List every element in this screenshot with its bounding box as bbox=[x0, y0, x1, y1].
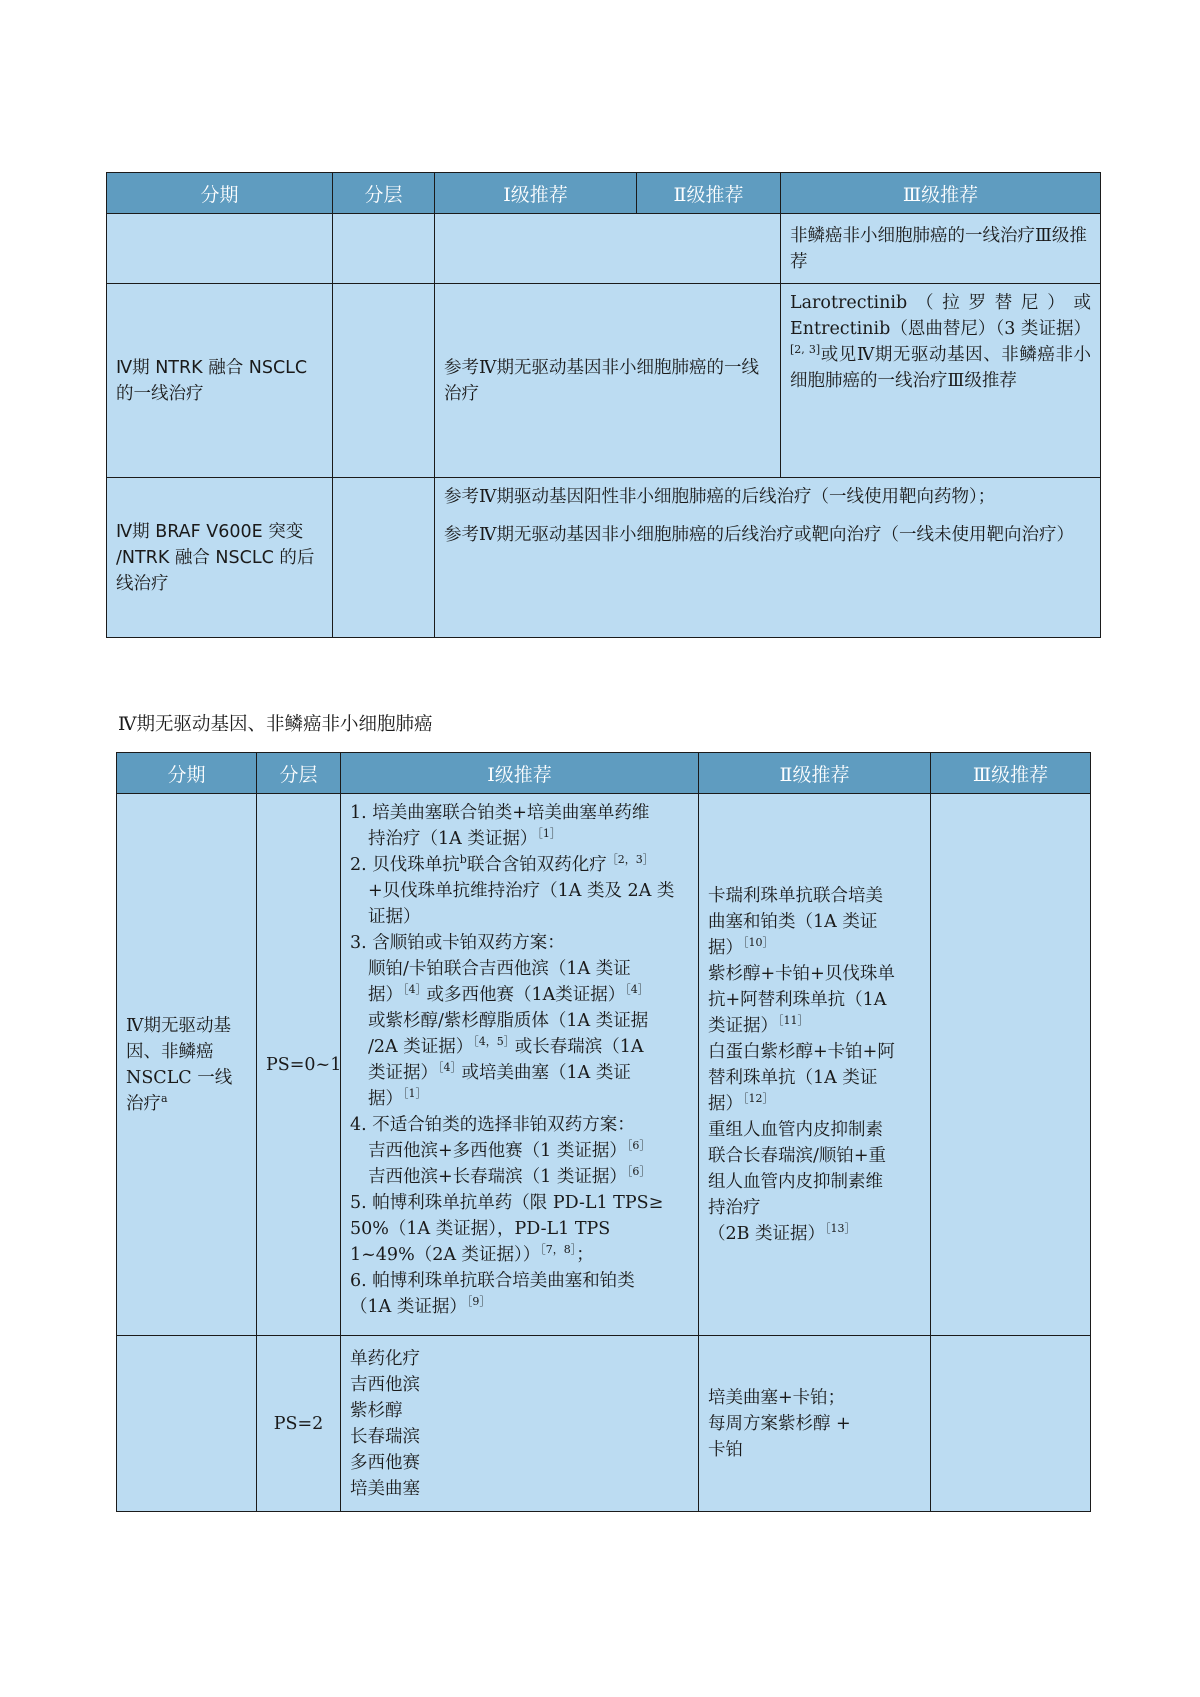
recommendation-line bbox=[708, 1169, 921, 1195]
reference-marker: ［4］ bbox=[403, 983, 427, 997]
recommendation-line bbox=[708, 1195, 921, 1221]
recommendation-line bbox=[350, 956, 689, 982]
cell-recommendations bbox=[435, 478, 1101, 638]
line-text: 曲塞和铂类（1A 类证 bbox=[708, 911, 878, 932]
line-text: 紫杉醇+卡铂+贝伐珠单 bbox=[708, 963, 895, 984]
line-text: 据） bbox=[708, 937, 743, 958]
section-title: Ⅳ期无驱动基因、非鳞癌非小细胞肺癌 bbox=[118, 714, 433, 735]
reference-marker: ［1］ bbox=[403, 1087, 427, 1101]
cell-level3: 非鳞癌非小细胞肺癌的一线治疗Ⅲ级推荐 bbox=[781, 214, 1101, 284]
line-text: 2. 贝伐珠单抗 bbox=[350, 855, 460, 875]
table-row bbox=[107, 214, 1101, 284]
recommendation-line bbox=[350, 1216, 689, 1242]
reference-marker: ［4］ bbox=[438, 1061, 462, 1075]
cell-level1-2: 参考Ⅳ期无驱动基因非小细胞肺癌的一线治疗 bbox=[435, 284, 781, 478]
line-text-cont: 联合含铂双药化疗 bbox=[466, 855, 607, 875]
cell-layer bbox=[333, 284, 435, 478]
line-text: 替利珠单抗（1A 类证 bbox=[708, 1067, 878, 1088]
cell-level2 bbox=[699, 794, 931, 1336]
table-header-row bbox=[117, 753, 1091, 794]
reference-marker: ［4］ bbox=[625, 983, 649, 997]
header-layer: 分层 bbox=[333, 173, 435, 214]
line-text: 持治疗 bbox=[708, 1197, 761, 1218]
line-text: 证据） bbox=[368, 907, 421, 927]
table-row bbox=[107, 284, 1101, 478]
table-first-line bbox=[116, 752, 1091, 1512]
stage-text: Ⅳ期无驱动基因、非鳞癌 NSCLC 一线治疗 bbox=[126, 1015, 233, 1114]
reference-marker: ［9］ bbox=[466, 1295, 491, 1309]
line-text: （2B 类证据） bbox=[708, 1223, 826, 1244]
recommendation-line bbox=[350, 826, 689, 852]
recommendation-line bbox=[350, 800, 689, 826]
recommendation-line bbox=[708, 909, 921, 935]
recommendation-line: 参考Ⅳ期驱动基因阳性非小细胞肺癌的后线治疗（一线使用靶向药物）； bbox=[444, 487, 996, 507]
line-text-cont: 或多西他赛（1A类证据） bbox=[426, 985, 626, 1005]
cell-stage bbox=[117, 1336, 257, 1512]
recommendation-line bbox=[708, 1117, 921, 1143]
line-text: 类证据） bbox=[368, 1063, 438, 1083]
recommendation-line bbox=[708, 883, 921, 909]
line-text-cont: 或长春瑞滨（1A bbox=[514, 1037, 644, 1057]
reference-marker: [2, 3] bbox=[790, 343, 821, 357]
reference-marker: ［1］ bbox=[537, 827, 561, 841]
recommendation-line bbox=[350, 982, 689, 1008]
line-text: 据） bbox=[368, 1089, 403, 1109]
line-text: 类证据） bbox=[708, 1015, 778, 1036]
recommendation-line bbox=[350, 878, 689, 904]
list-item: 培美曲塞+卡铂； bbox=[708, 1387, 846, 1408]
table-row bbox=[117, 1336, 1091, 1512]
recommendation-line bbox=[708, 1065, 921, 1091]
cell-stage bbox=[117, 794, 257, 1336]
reference-marker: ［12］ bbox=[743, 1091, 774, 1105]
line-text: /2A 类证据） bbox=[368, 1037, 474, 1057]
line-text: 1. 培美曲塞联合铂类+培美曲塞单药维 bbox=[350, 803, 650, 823]
line-text: 重组人血管内皮抑制素 bbox=[708, 1119, 883, 1140]
reference-marker: ［13］ bbox=[825, 1221, 856, 1235]
line-text: 5. 帕博利珠单抗单药（限 PD-L1 TPS≥ bbox=[350, 1193, 664, 1213]
line-text: 顺铂/卡铂联合吉西他滨（1A 类证 bbox=[368, 959, 631, 979]
header-level3: Ⅲ级推荐 bbox=[781, 173, 1101, 214]
header-stage: 分期 bbox=[117, 753, 257, 794]
recommendation-line bbox=[708, 1143, 921, 1169]
recommendation-line bbox=[350, 904, 689, 930]
recommendation-line: 参考Ⅳ期无驱动基因非小细胞肺癌的后线治疗或靶向治疗（一线未使用靶向治疗） bbox=[444, 525, 1074, 545]
recommendation-line bbox=[350, 1138, 689, 1164]
reference-marker: ［6］ bbox=[626, 1139, 651, 1153]
cell-layer bbox=[333, 214, 435, 284]
recommendation-line bbox=[708, 987, 921, 1013]
list-item: 长春瑞滨 bbox=[350, 1426, 420, 1447]
cell-stage: Ⅳ期 NTRK 融合 NSCLC 的一线治疗 bbox=[107, 284, 333, 478]
reference-marker: ［7，8］ bbox=[540, 1243, 577, 1257]
header-level2: Ⅱ级推荐 bbox=[637, 173, 781, 214]
table-header-row bbox=[107, 173, 1101, 214]
header-level1: Ⅰ级推荐 bbox=[435, 173, 637, 214]
table-row bbox=[107, 478, 1101, 638]
line-text: 抗+阿替利珠单抗（1A bbox=[708, 989, 887, 1010]
cell-stage bbox=[107, 214, 333, 284]
reference-marker: ［11］ bbox=[778, 1013, 809, 1027]
recommendation-line bbox=[350, 1034, 689, 1060]
line-text: 1~49%（2A 类证据）） bbox=[350, 1245, 541, 1265]
line-text: （1A 类证据） bbox=[350, 1297, 467, 1317]
list-item: 吉西他滨 bbox=[350, 1374, 420, 1395]
cell-level2 bbox=[699, 1336, 931, 1512]
line-text: 组人血管内皮抑制素维 bbox=[708, 1171, 883, 1192]
reference-marker: b bbox=[459, 853, 467, 867]
cell-level3 bbox=[781, 284, 1101, 478]
header-level1: Ⅰ级推荐 bbox=[341, 753, 699, 794]
line-text: 吉西他滨+多西他赛（1 类证据） bbox=[368, 1141, 627, 1161]
cell-layer: PS=2 bbox=[257, 1336, 341, 1512]
table-continued bbox=[106, 172, 1101, 638]
line-text-cont: ； bbox=[576, 1245, 594, 1265]
list-item: 多西他赛 bbox=[350, 1452, 420, 1473]
footnote-marker: a bbox=[161, 1091, 168, 1105]
line-text: 3. 含顺铂或卡铂双药方案： bbox=[350, 933, 565, 953]
line-text: 卡瑞利珠单抗联合培美 bbox=[708, 885, 883, 906]
cell-level3 bbox=[931, 1336, 1091, 1512]
table-row bbox=[117, 794, 1091, 1336]
line-text: +贝伐珠单抗维持治疗（1A 类及 2A 类 bbox=[368, 881, 675, 901]
recommendation-line bbox=[350, 1008, 689, 1034]
line-text: 联合长春瑞滨/顺铂+重 bbox=[708, 1145, 887, 1166]
header-layer: 分层 bbox=[257, 753, 341, 794]
recommendation-line bbox=[350, 1164, 689, 1190]
header-level2: Ⅱ级推荐 bbox=[699, 753, 931, 794]
list-item: 紫杉醇 bbox=[350, 1400, 403, 1421]
recommendation-line bbox=[350, 1086, 689, 1112]
line-text: 或紫杉醇/紫杉醇脂质体（1A 类证据 bbox=[368, 1011, 649, 1031]
level3-text-cont: 或见Ⅳ期无驱动基因、非鳞癌非小细胞肺癌的一线治疗Ⅲ级推荐 bbox=[790, 345, 1092, 391]
list-item: 培美曲塞 bbox=[350, 1478, 420, 1499]
recommendation-line bbox=[708, 1221, 921, 1247]
recommendation-line bbox=[350, 930, 689, 956]
reference-marker: ［10］ bbox=[743, 935, 774, 949]
recommendation-line bbox=[350, 1060, 689, 1086]
line-text: 50%（1A 类证据），PD-L1 TPS bbox=[350, 1219, 611, 1239]
recommendation-line bbox=[350, 1112, 689, 1138]
header-level3: Ⅲ级推荐 bbox=[931, 753, 1091, 794]
cell-layer: PS=0~1 bbox=[257, 794, 341, 1336]
line-text: 持治疗（1A 类证据） bbox=[368, 829, 538, 849]
cell-level1 bbox=[341, 794, 699, 1336]
recommendation-line bbox=[708, 961, 921, 987]
list-item: 每周方案紫杉醇 + bbox=[708, 1413, 851, 1434]
cell-level1-2 bbox=[435, 214, 781, 284]
line-text-cont: 或培美曲塞（1A 类证 bbox=[461, 1063, 631, 1083]
cell-stage: Ⅳ期 BRAF V600E 突变 /NTRK 融合 NSCLC 的后线治疗 bbox=[107, 478, 333, 638]
reference-marker: ［2，3］ bbox=[606, 853, 654, 867]
list-item: 卡铂 bbox=[708, 1439, 743, 1460]
line-text: 据） bbox=[708, 1093, 743, 1114]
recommendation-line bbox=[350, 1294, 689, 1320]
recommendation-line bbox=[708, 1013, 921, 1039]
recommendation-line bbox=[350, 1242, 689, 1268]
line-text: 4. 不适合铂类的选择非铂双药方案： bbox=[350, 1115, 635, 1135]
header-stage: 分期 bbox=[107, 173, 333, 214]
reference-marker: ［4，5］ bbox=[473, 1035, 515, 1049]
cell-level1 bbox=[341, 1336, 699, 1512]
line-text: 6. 帕博利珠单抗联合培美曲塞和铂类 bbox=[350, 1271, 635, 1291]
line-text: 白蛋白紫杉醇+卡铂+阿 bbox=[708, 1041, 895, 1062]
recommendation-line bbox=[350, 852, 689, 878]
line-text: 据） bbox=[368, 985, 403, 1005]
list-item: 单药化疗 bbox=[350, 1348, 420, 1369]
cell-layer bbox=[333, 478, 435, 638]
line-text: 吉西他滨+长春瑞滨（1 类证据） bbox=[368, 1167, 627, 1187]
recommendation-line bbox=[708, 1039, 921, 1065]
recommendation-line bbox=[708, 1091, 921, 1117]
level3-text: Larotrectinib（拉罗替尼）或 Entrectinib（恩曲替尼）（3 类证据） bbox=[790, 293, 1091, 339]
cell-level3 bbox=[931, 794, 1091, 1336]
recommendation-line bbox=[350, 1268, 689, 1294]
reference-marker: ［6］ bbox=[626, 1165, 651, 1179]
recommendation-line bbox=[708, 935, 921, 961]
recommendation-line bbox=[350, 1190, 689, 1216]
